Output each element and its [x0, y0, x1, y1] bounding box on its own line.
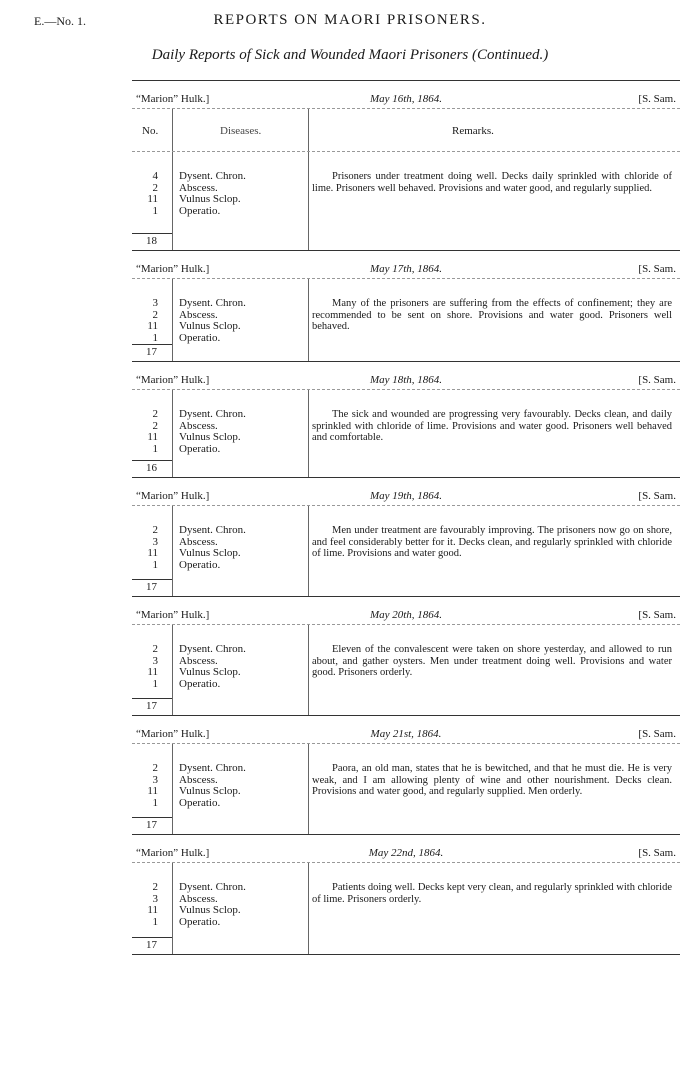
report-date: May 19th, 1864.	[369, 490, 443, 502]
report-header	[132, 251, 680, 278]
disease-row	[132, 882, 312, 894]
disease-name: Operatio.	[179, 558, 221, 571]
disease-count: 2	[152, 308, 158, 321]
remarks-text: Eleven of the convalescent were taken on shore yesterday, and allowed to run about, and gather oysters. Men under treatment doing well. Provisions and water good. Prisoners orderly.	[312, 644, 672, 678]
disease-name: Vulnus Sclop.	[179, 904, 241, 916]
disease-name: Abscess.	[179, 654, 218, 667]
disease-count: 11	[147, 904, 158, 916]
report-body	[132, 862, 680, 954]
remarks-text: Prisoners under treatment doing well. Decks daily sprinkled with chloride of lime. Prisoners well behaved. Provisions and water good, and regularly supplied.	[312, 171, 672, 194]
disease-count: 2	[152, 643, 158, 655]
disease-row	[132, 905, 312, 917]
report-date: May 17th, 1864.	[369, 263, 443, 275]
disease-row	[132, 763, 312, 775]
disease-count: 2	[152, 762, 158, 774]
remarks-text: Many of the prisoners are suffering from the effects of confinement; they are recommended to be sent on shore. Provisions and water good. Prisoners well behaved.	[312, 298, 672, 332]
report-date: May 16th, 1864.	[369, 93, 443, 105]
report-date: May 22nd, 1864.	[368, 847, 444, 859]
disease-name: Abscess.	[179, 535, 218, 548]
daily-report	[132, 597, 680, 716]
disease-row	[132, 917, 312, 929]
disease-row	[132, 206, 312, 218]
total-count: 18	[132, 233, 172, 248]
report-body	[132, 278, 680, 361]
total-count: 17	[132, 579, 172, 594]
signature: [S. Sam.	[638, 93, 676, 105]
disease-row	[132, 194, 312, 206]
disease-count: 2	[152, 419, 158, 432]
disease-row	[132, 444, 312, 456]
report-header	[132, 478, 680, 505]
ship-name: “Marion” Hulk.]	[136, 93, 210, 105]
ship-name: “Marion” Hulk.]	[136, 490, 210, 502]
document-reference: E.—No. 1.	[34, 14, 86, 28]
disease-row	[132, 409, 312, 421]
report-header	[132, 716, 680, 743]
disease-row	[132, 298, 312, 310]
reports-table	[132, 80, 680, 955]
disease-row	[132, 644, 312, 656]
remarks-text: Patients doing well. Decks kept very clean, and regularly sprinkled with chloride of lime. Prisoners orderly.	[312, 882, 672, 905]
column-header-remarks: Remarks.	[452, 125, 494, 137]
page-title: REPORTS ON MAORI PRISONERS.	[213, 12, 487, 28]
disease-name: Abscess.	[179, 419, 218, 432]
disease-count: 3	[152, 773, 158, 786]
disease-row	[132, 548, 312, 560]
disease-count: 4	[152, 170, 158, 182]
disease-count: 1	[152, 558, 158, 571]
disease-count: 2	[152, 181, 158, 194]
column-header-diseases: Diseases.	[220, 125, 262, 137]
report-header	[132, 597, 680, 624]
disease-row	[132, 432, 312, 444]
disease-list	[132, 298, 312, 344]
total-count: 17	[132, 817, 172, 832]
total-count: 17	[132, 344, 172, 359]
disease-name: Operatio.	[179, 331, 221, 344]
disease-row	[132, 525, 312, 537]
disease-row	[132, 560, 312, 572]
daily-report	[132, 716, 680, 835]
report-header	[132, 81, 680, 108]
disease-count: 1	[152, 915, 158, 928]
disease-name: Dysent. Chron.	[179, 297, 246, 309]
report-body	[132, 624, 680, 715]
disease-name: Vulnus Sclop.	[179, 666, 241, 678]
disease-name: Dysent. Chron.	[179, 408, 246, 420]
total-count: 16	[132, 460, 172, 475]
disease-row	[132, 333, 312, 345]
disease-count: 3	[152, 297, 158, 309]
column-header-no: No.	[142, 125, 159, 137]
disease-name: Abscess.	[179, 892, 218, 905]
report-body	[132, 389, 680, 477]
report-date: May 21st, 1864.	[370, 728, 442, 740]
disease-row	[132, 798, 312, 810]
signature: [S. Sam.	[638, 490, 676, 502]
disease-list	[132, 882, 312, 928]
remarks-text: Men under treatment are favourably improving. The prisoners now go on shore, and feel considerably better for it. Decks clean, and regularly sprinkled with chloride of lime. Provisions and water good.	[312, 525, 672, 559]
ship-name: “Marion” Hulk.]	[136, 609, 210, 621]
disease-name: Operatio.	[179, 796, 221, 809]
disease-count: 3	[152, 535, 158, 548]
disease-name: Dysent. Chron.	[179, 170, 246, 182]
signature: [S. Sam.	[638, 728, 676, 740]
disease-count: 11	[147, 320, 158, 332]
disease-name: Vulnus Sclop.	[179, 785, 241, 797]
total-count: 17	[132, 937, 172, 952]
disease-name: Dysent. Chron.	[179, 643, 246, 655]
daily-report	[132, 251, 680, 362]
disease-name: Vulnus Sclop.	[179, 547, 241, 559]
disease-count: 11	[147, 666, 158, 678]
disease-count: 1	[152, 204, 158, 217]
daily-report	[132, 81, 680, 251]
disease-list	[132, 644, 312, 690]
disease-name: Abscess.	[179, 308, 218, 321]
disease-count: 2	[152, 408, 158, 420]
signature: [S. Sam.	[638, 609, 676, 621]
disease-name: Vulnus Sclop.	[179, 193, 241, 205]
daily-report	[132, 478, 680, 597]
disease-name: Abscess.	[179, 773, 218, 786]
ship-name: “Marion” Hulk.]	[136, 263, 210, 275]
disease-row	[132, 679, 312, 691]
disease-name: Dysent. Chron.	[179, 762, 246, 774]
report-date: May 20th, 1864.	[369, 609, 443, 621]
disease-name: Operatio.	[179, 204, 221, 217]
daily-report	[132, 835, 680, 955]
report-date: May 18th, 1864.	[369, 374, 443, 386]
disease-row	[132, 171, 312, 183]
disease-row	[132, 786, 312, 798]
disease-count: 11	[147, 431, 158, 443]
disease-list	[132, 409, 312, 455]
disease-count: 3	[152, 892, 158, 905]
disease-row	[132, 321, 312, 333]
disease-count: 1	[152, 796, 158, 809]
signature: [S. Sam.	[638, 374, 676, 386]
disease-name: Operatio.	[179, 677, 221, 690]
disease-list	[132, 763, 312, 809]
disease-count: 1	[152, 331, 158, 344]
disease-count: 11	[147, 193, 158, 205]
disease-count: 11	[147, 785, 158, 797]
column-headers	[132, 108, 680, 151]
disease-name: Abscess.	[179, 181, 218, 194]
remarks-text: The sick and wounded are progressing very favourably. Decks clean, and daily sprinkled with chloride of lime. Provisions and water good. Prisoners well behaved and comfortable.	[312, 409, 672, 443]
disease-list	[132, 171, 312, 217]
disease-name: Vulnus Sclop.	[179, 320, 241, 332]
report-body	[132, 151, 680, 250]
signature: [S. Sam.	[638, 263, 676, 275]
disease-name: Vulnus Sclop.	[179, 431, 241, 443]
disease-count: 3	[152, 654, 158, 667]
report-body	[132, 505, 680, 596]
ship-name: “Marion” Hulk.]	[136, 374, 210, 386]
signature: [S. Sam.	[638, 847, 676, 859]
disease-count: 1	[152, 677, 158, 690]
disease-name: Operatio.	[179, 915, 221, 928]
disease-count: 2	[152, 524, 158, 536]
disease-count: 2	[152, 881, 158, 893]
ship-name: “Marion” Hulk.]	[136, 847, 210, 859]
report-header	[132, 835, 680, 862]
disease-list	[132, 525, 312, 571]
total-count: 17	[132, 698, 172, 713]
report-body	[132, 743, 680, 834]
daily-report	[132, 362, 680, 478]
remarks-text: Paora, an old man, states that he is bewitched, and that he must die. He is very weak, and I am allowing plenty of wine and other nourishment. Decks clean. Provisions and water good, and regularly supplied. Men orderly.	[312, 763, 672, 797]
disease-count: 11	[147, 547, 158, 559]
disease-count: 1	[152, 442, 158, 455]
disease-name: Operatio.	[179, 442, 221, 455]
page-subtitle: Daily Reports of Sick and Wounded Maori Prisoners (Continued.)	[151, 47, 549, 63]
disease-row	[132, 667, 312, 679]
disease-name: Dysent. Chron.	[179, 524, 246, 536]
ship-name: “Marion” Hulk.]	[136, 728, 210, 740]
disease-name: Dysent. Chron.	[179, 881, 246, 893]
report-header	[132, 362, 680, 389]
